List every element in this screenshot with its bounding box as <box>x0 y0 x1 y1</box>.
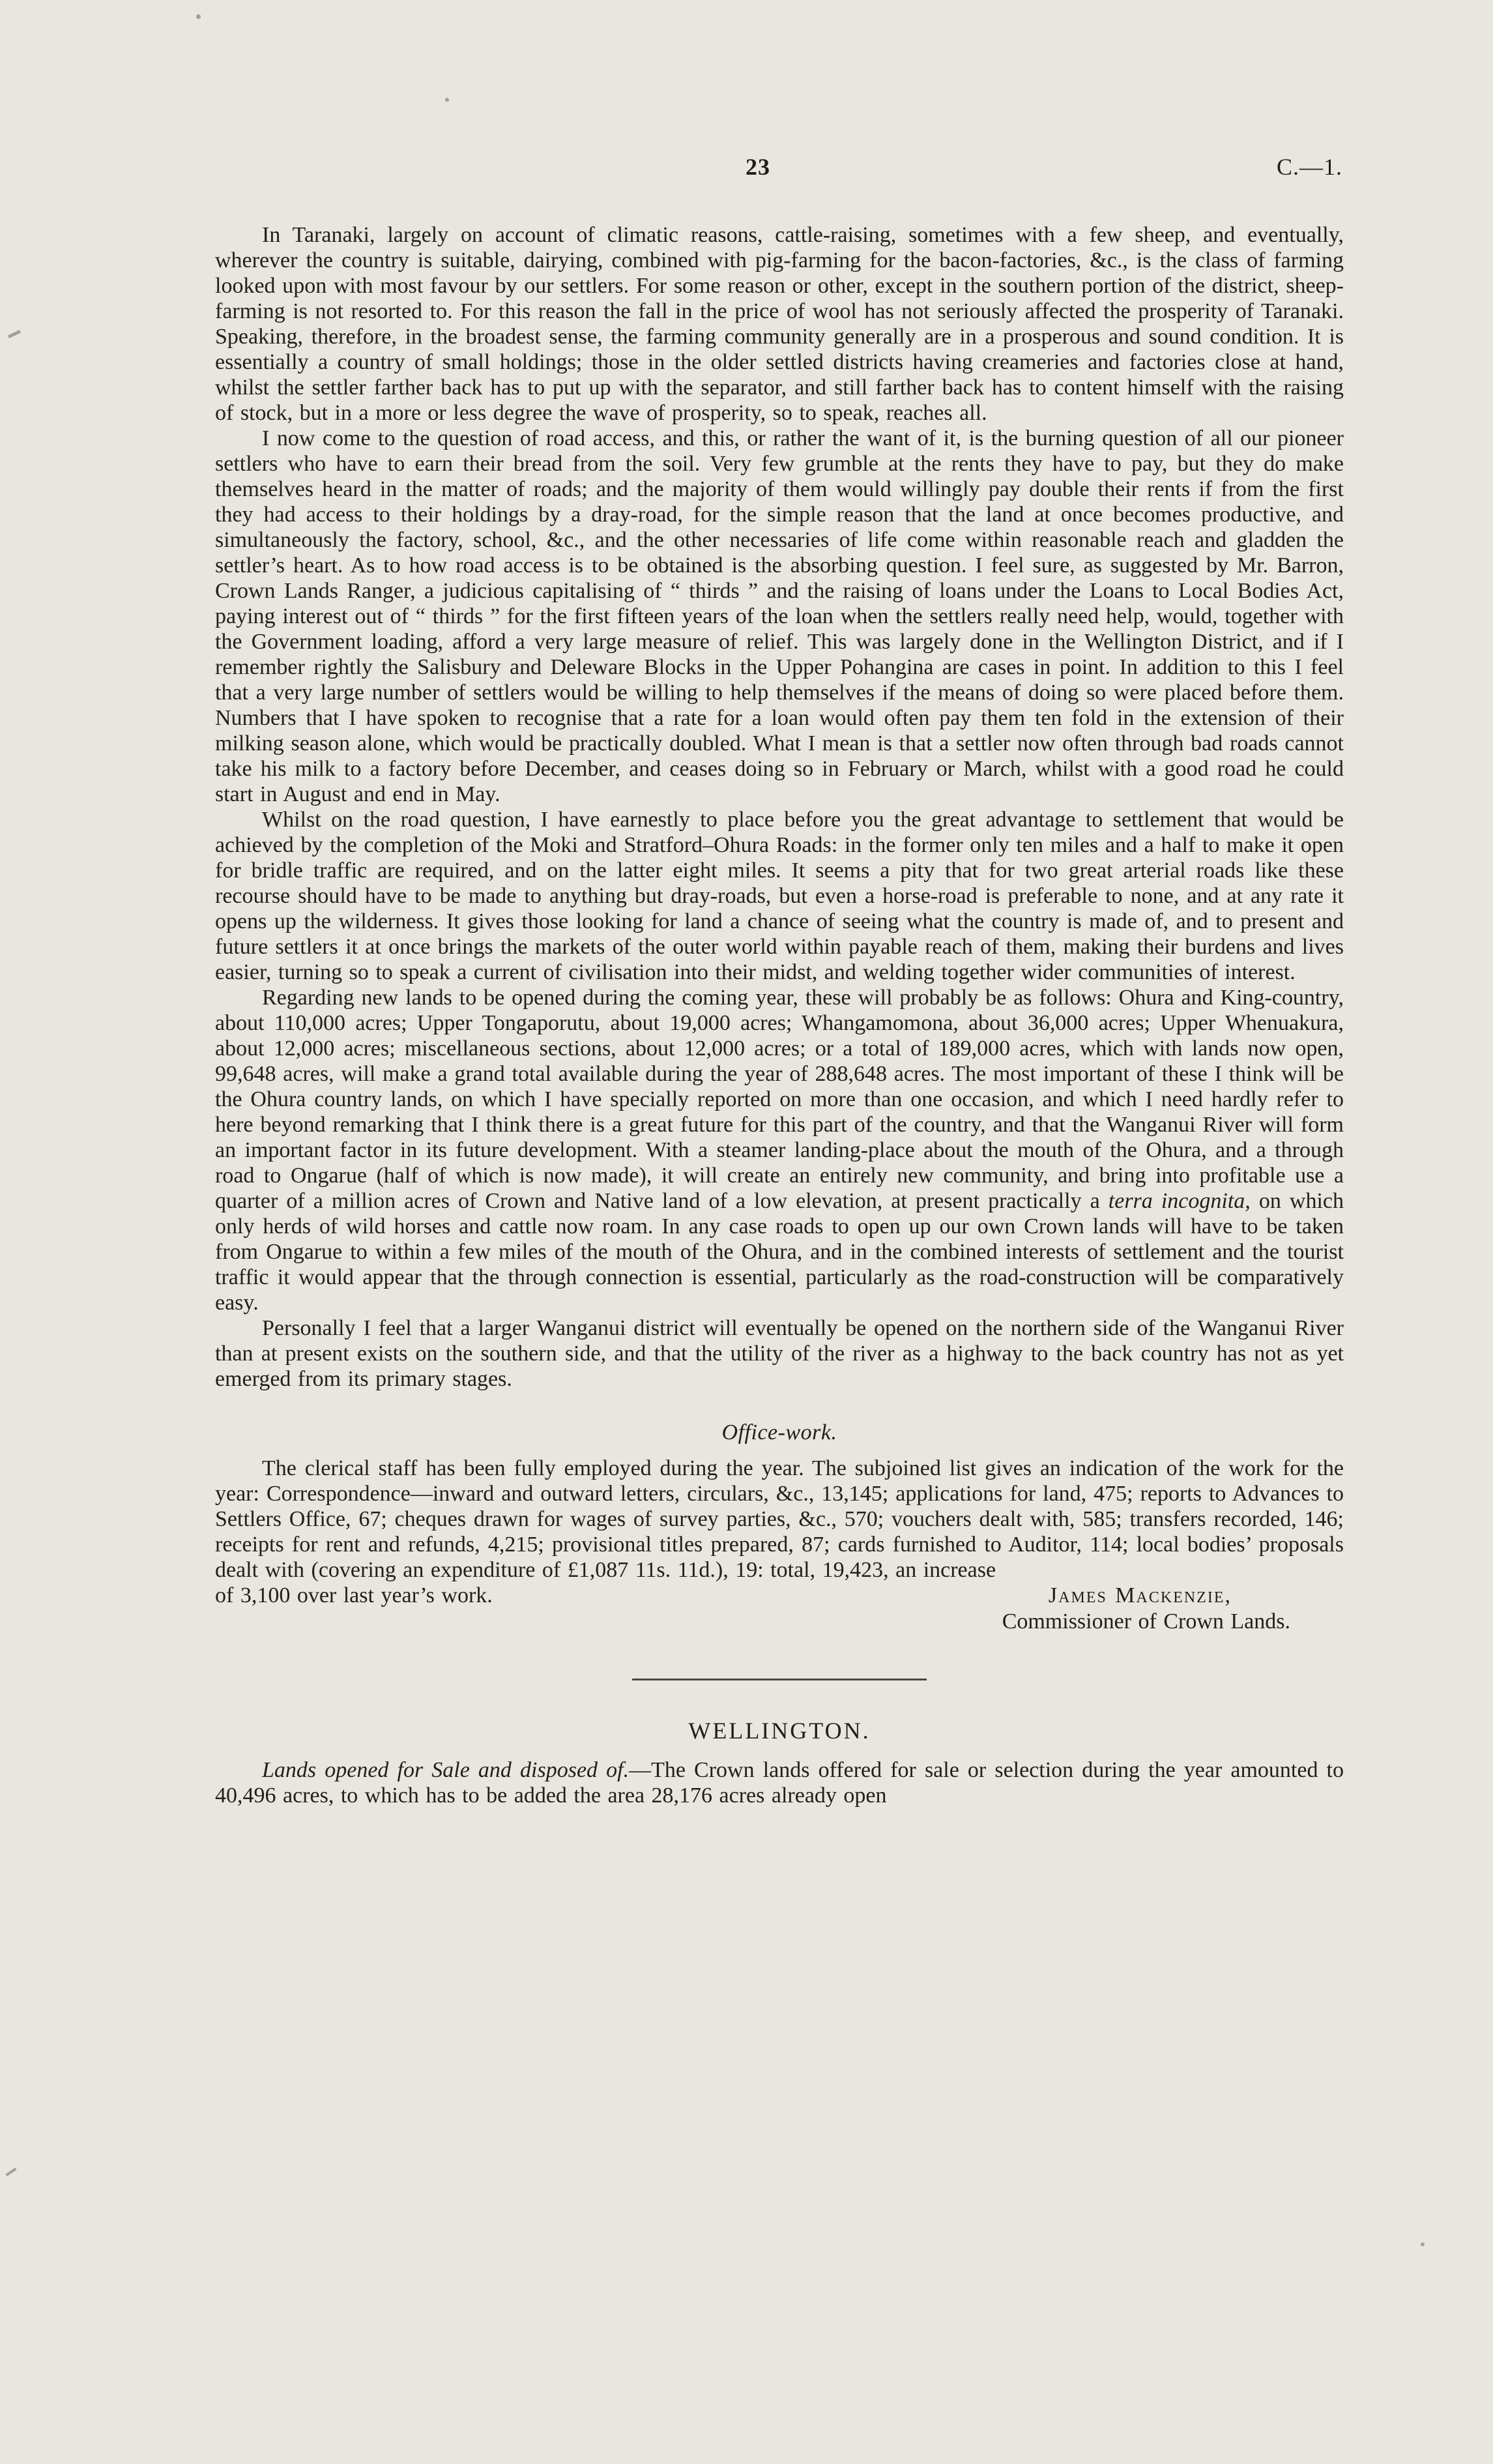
page-number: 23 <box>746 154 771 180</box>
office-work-last-line: of 3,100 over last year’s work. <box>215 1583 493 1607</box>
terra-incognita-italic: terra incognita, <box>1108 1189 1251 1213</box>
office-work-heading: Office-work. <box>721 1420 837 1445</box>
office-work-paragraph: The clerical staff has been fully employed during the year. The subjoined list gives an indication of the work for the year: Correspondence—inward and outward letters, circulars, &c., 13,145; applications for land, 475; reports to Advances to Settlers Office, 67; cheques drawn for wages of survey parties, &c., 570; vouchers dealt with, 585; transfers recorded, 146; receipts for rent and refunds, 4,215; provisional titles prepared, 87; cards furnished to Auditor, 114; local bodies’ proposals dealt with (covering an expenditure of £1,087 11s. 11d.), 19: total, 19,423, an increase <box>215 1456 1344 1582</box>
scan-artifact <box>445 98 449 102</box>
wellington-text: —The Crown lands offered for sale or selection during the year amounted to 40,496 acres, to which has to be added the area 28,176 acres already open <box>215 1758 1344 1808</box>
paragraph-new-lands <box>215 985 1344 1315</box>
section-divider <box>632 1679 927 1680</box>
paragraph-wanganui-district: Personally I feel that a larger Wanganui district will eventually be opened on the northern side of the Wanganui River than at present exists on the southern side, and that the utility of the river as a highway to the back country has not as yet emerged from its primary stages. <box>215 1316 1344 1391</box>
scan-artifact <box>1421 2242 1425 2246</box>
paragraph-new-lands-text-b: on which only herds of wild horses and cattle now roam. In any case roads to open up our own Crown lands will have to be taken from Ongarue to within a few miles of the mouth of the Ohura, and in the combined interests of settlement and the tourist traffic it would appear that the through connection is essential, particularly as the road-construction will be comparatively easy. <box>215 1189 1344 1315</box>
wellington-heading: WELLINGTON. <box>688 1718 871 1744</box>
page-header <box>215 153 1344 187</box>
signature-title: Commissioner of Crown Lands. <box>1002 1609 1290 1634</box>
wellington-paragraph <box>215 1757 1344 1808</box>
document-reference: C.—1. <box>1276 154 1342 180</box>
scan-artifact <box>196 14 201 19</box>
signature-name: James Mackenzie, <box>1048 1583 1232 1607</box>
paragraph-road-access: I now come to the question of road access, and this, or rather the want of it, is the burning question of all our pioneer settlers who have to earn their bread from the soil. Very few grumble at the rents they have to pay, but they do make themselves heard in the matter of roads; and the majority of them would willingly pay double their rents if from the first they had access to their holdings by a dray-road, for the simple reason that the land at once becomes productive, and simultaneously the factory, school, &c., and the other necessaries of life come within reasonable reach and gladden the settler’s heart. As to how road access is to be obtained is the absorbing question. I feel sure, as suggested by Mr. Barron, Crown Lands Ranger, a judicious capitalising of “ thirds ” and the raising of loans under the Loans to Local Bodies Act, paying interest out of “ thirds ” for the first fifteen years of the loan when the settlers really need help, would, together with the Government loading, afford a very large measure of relief. This was largely done in the Wellington District, and if I remember rightly the Salisbury and Deleware Blocks in the Upper Pohangina are cases in point. In addition to this I feel that a very large number of settlers would be willing to help themselves if the means of doing so were placed before them. Numbers that I have spoken to recognise that a rate for a loan would often pay them ten fold in the extension of their milking season alone, which would be practically doubled. What I mean is that a settler now often through bad roads cannot take his milk to a factory before December, and ceases doing so in February or March, whilst with a good road he could start in August and end in May. <box>215 426 1344 806</box>
signature-row <box>215 1583 1344 1608</box>
paragraph-roads-completion: Whilst on the road question, I have earnestly to place before you the great advantage to settlement that would be achieved by the completion of the Moki and Stratford–Ohura Roads: in the former only ten miles and a half to make it open for bridle traffic are required, and on the latter eight miles. It seems a pity that for two great arterial roads like these recourse should have to be made to anything but dray-roads, but even a horse-road is preferable to none, and at any rate it opens up the wilderness. It gives those looking for land a chance of seeing what the country is made of, and to present and future settlers it at once brings the markets of the outer world within payable reach of them, making their burdens and lives easier, turning so to speak a current of civilisation into their midst, and welding together wider communities of interest. <box>215 808 1344 984</box>
wellington-lead-italic: Lands opened for Sale and disposed of. <box>262 1758 630 1782</box>
paragraph-new-lands-text-a: Regarding new lands to be opened during the coming year, these will probably be as follows: Ohura and King-country, about 110,000 acres; Upper Tongaporutu, about 19,000 acres; Whangamomona, about 36,000 acres; Upper Whenuakura, about 12,000 acres; miscellaneous sections, about 12,000 acres; or a total of 189,000 acres, which with lands now open, 99,648 acres, will make a grand total available during the year of 288,648 acres. The most important of these I think will be the Ohura country lands, on which I have specially reported on more than one occasion, and which I need hardly refer to here beyond remarking that I think there is a great future for this part of the country, and that the Wanganui River will form an important factor in its future development. With a steamer landing-place about the mouth of the Ohura, and a through road to Ongarue (half of which is now made), it will create an entirely new community, and bring into profitable use a quarter of a million acres of Crown and Native land of a low elevation, at present practically a <box>215 986 1344 1213</box>
paragraph-taranaki-farming: In Taranaki, largely on account of climatic reasons, cattle-raising, sometimes with a few sheep, and eventually, wherever the country is suitable, dairying, combined with pig-farming for the bacon-factories, &c., is the class of farming looked upon with most favour by our settlers. For some reason or other, except in the southern portion of the district, sheep-farming is not resorted to. For this reason the fall in the price of wool has not seriously affected the prosperity of Taranaki. Speaking, therefore, in the broadest sense, the farming community generally are in a prosperous and sound condition. It is essentially a country of small holdings; those in the older settled districts having creameries and factories close at hand, whilst the settler farther back has to put up with the separator, and still farther back has to content himself with the raising of stock, but in a more or less degree the wave of prosperity, so to speak, reaches all. <box>215 223 1344 425</box>
